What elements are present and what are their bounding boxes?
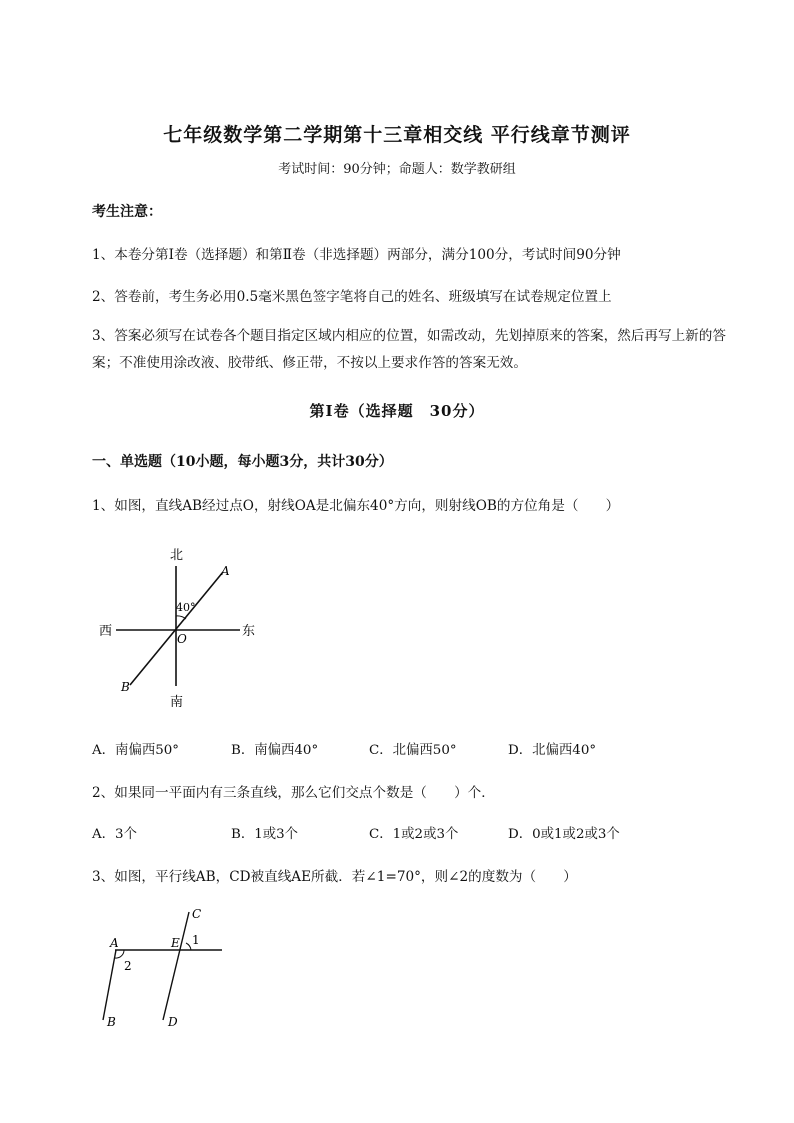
question-3-stem: 3、如图，平行线AB，CD被直线AE所截．若∠1=70°，则∠2的度数为（ ） [92,869,577,885]
question-2-option-a[interactable]: A．3个 [92,827,137,842]
question-2-option-c[interactable]: C．1或2或3个 [369,827,459,842]
label-point-o: O [177,632,187,646]
notice-heading: 考生注意： [92,204,162,220]
exam-subtitle: 考试时间：90分钟；命题人：数学教研组 [278,162,516,177]
label-point-c: C [192,907,202,921]
question-2-option-b[interactable]: B．1或3个 [231,827,299,842]
line-cd [163,912,189,1020]
angle-1-arc [186,943,191,950]
question-1-stem: 1、如图，直线AB经过点O，射线OA是北偏东40°方向，则射线OB的方位角是（ ） [92,498,620,514]
label-angle-40: 40° [176,601,196,614]
exam-title: 七年级数学第二学期第十三章相交线 平行线章节测评 [163,124,631,146]
label-north: 北 [170,548,184,563]
label-point-a: A [110,936,119,950]
question-1-option-b[interactable]: B．南偏西40° [231,743,319,758]
label-point-d: D [168,1015,178,1029]
question-3-figure [95,900,235,1030]
line-ab [103,950,116,1020]
label-south: 南 [170,695,184,710]
label-west: 西 [99,624,113,639]
question-2-stem: 2、如果同一平面内有三条直线，那么它们交点个数是（ ）个． [92,785,495,801]
part-heading: 一、单选题（10小题，每小题3分，共计30分） [92,454,393,470]
label-point-b: B [121,680,130,694]
label-angle-1: 1 [192,933,200,947]
question-1-option-a[interactable]: A．南偏西50° [92,743,179,758]
question-1-option-d[interactable]: D．北偏西40° [508,743,597,758]
question-1-figure [90,540,270,715]
label-angle-2: 2 [124,959,132,973]
notice-item-3: 3、答案必须写在试卷各个题目指定区域内相应的位置，如需改动，先划掉原来的答案，然后再写上新的答案；不准使用涂改液、胶带纸、修正带，不按以上要求作答的答案无效。 [92,328,726,371]
notice-item-1: 1、本卷分第Ⅰ卷（选择题）和第Ⅱ卷（非选择题）两部分，满分100分，考试时间90分钟 [92,247,621,263]
label-east: 东 [242,624,256,639]
section-title: 第Ⅰ卷（选择题 30分） [309,402,485,420]
label-point-b: B [107,1015,116,1029]
notice-item-2: 2、答卷前，考生务必用0.5毫米黑色签字笔将自己的姓名、班级填写在试卷规定位置上 [92,289,612,305]
question-1-option-c[interactable]: C．北偏西50° [369,743,457,758]
question-2-option-d[interactable]: D．0或1或2或3个 [508,827,620,842]
label-point-a: A [221,564,230,578]
label-point-e: E [171,936,180,950]
